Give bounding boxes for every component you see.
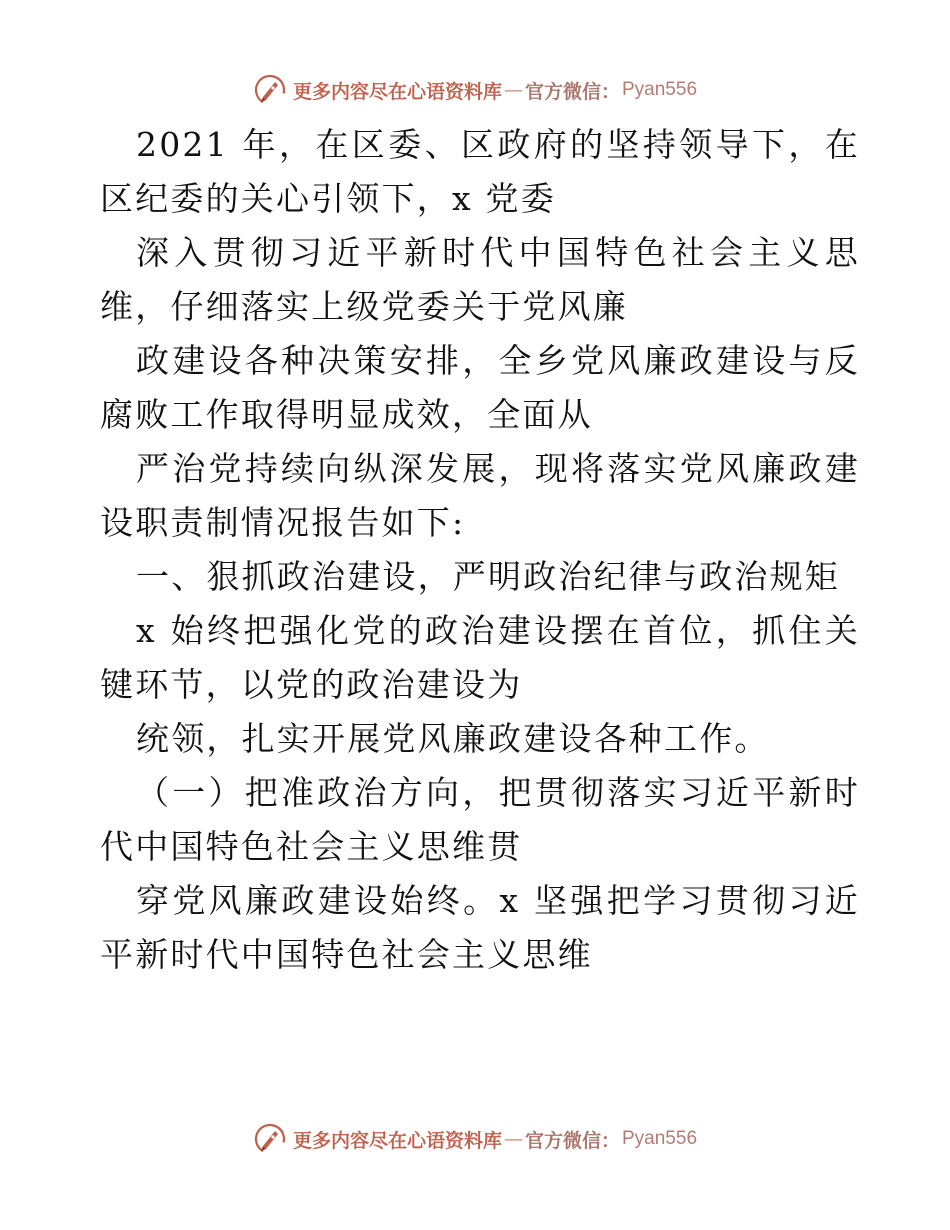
watermark-wechat-id: Pyan556: [622, 1128, 698, 1149]
paragraph: 2021 年，在区委、区政府的坚持领导下，在区纪委的关心引领下，x 党委: [100, 125, 860, 218]
subsection-heading: （一）把准政治方向，把贯彻落实习近平新时代中国特色社会主义思维贯: [100, 773, 860, 866]
watermark-main-text: 更多内容尽在心语资料库: [292, 80, 502, 103]
document-body: [100, 118, 860, 982]
pen-logo-icon: [253, 73, 287, 107]
section-heading: 一、狠抓政治建设，严明政治纪律与政治规矩: [136, 557, 840, 596]
paragraph: 深入贯彻习近平新时代中国特色社会主义思维，仔细落实上级党委关于党风廉: [100, 233, 860, 326]
watermark-main-text: 更多内容尽在心语资料库: [292, 1129, 502, 1152]
paragraph: 严治党持续向纵深发展，现将落实党风廉政建设职责制情况报告如下:: [100, 449, 860, 542]
watermark-dash: —: [503, 79, 523, 101]
watermark-official-label: 官方微信：: [524, 1129, 620, 1152]
header-watermark: [0, 72, 950, 108]
footer-watermark: [0, 1121, 950, 1157]
watermark-official-label: 官方微信：: [524, 80, 620, 103]
paragraph: 统领，扎实开展党风廉政建设各种工作。: [136, 719, 770, 758]
watermark-dash: —: [503, 1128, 523, 1150]
pen-logo-icon: [253, 1122, 287, 1156]
paragraph: 政建设各种决策安排，全乡党风廉政建设与反腐败工作取得明显成效，全面从: [100, 341, 860, 434]
paragraph: 穿党风廉政建设始终。x 坚强把学习贯彻习近平新时代中国特色社会主义思维: [100, 881, 860, 974]
paragraph: x 始终把强化党的政治建设摆在首位，抓住关键环节，以党的政治建设为: [100, 611, 860, 704]
watermark-wechat-id: Pyan556: [622, 79, 698, 100]
